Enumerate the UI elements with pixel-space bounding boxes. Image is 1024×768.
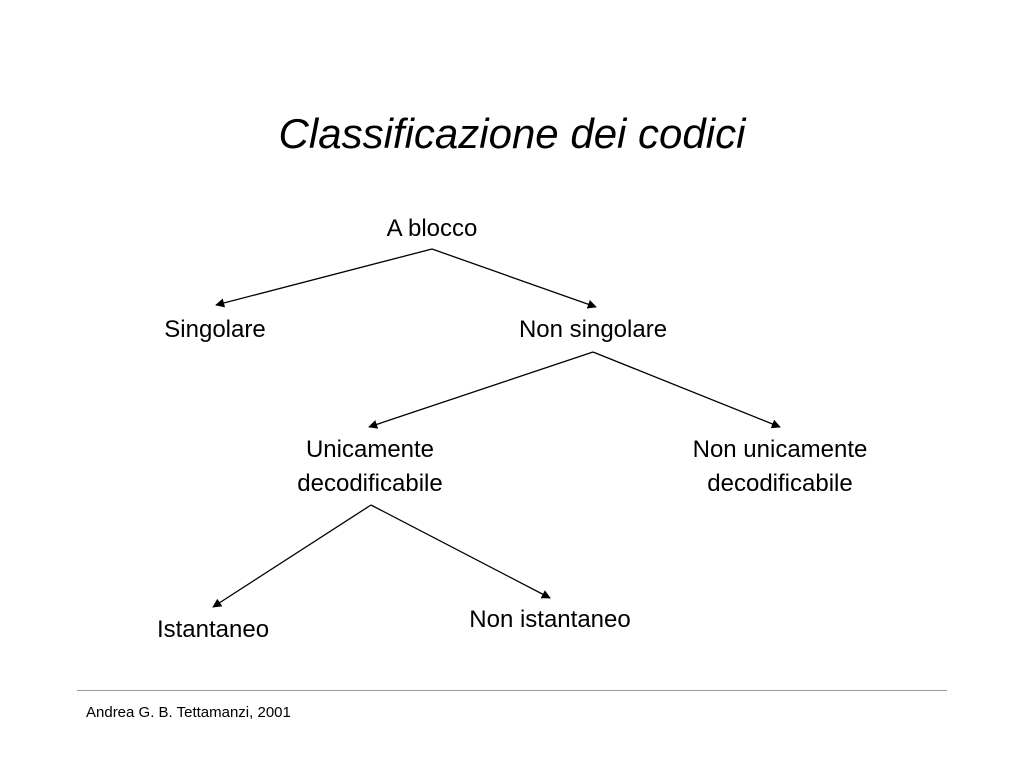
node-unicamente-line2: decodificabile xyxy=(297,470,443,497)
node-non-istantaneo xyxy=(430,603,670,637)
node-non-unicamente-line1: Non unicamente xyxy=(692,436,868,463)
node-singolare-label: Singolare xyxy=(164,316,266,343)
edge-unicamente-to-non-istantaneo xyxy=(371,505,550,598)
node-unicamente-line1: Unicamente xyxy=(305,436,435,463)
node-singolare xyxy=(120,313,310,347)
edge-non-singolare-to-unicamente xyxy=(369,352,593,427)
footer-divider xyxy=(77,690,947,691)
edge-root-to-singolare xyxy=(216,249,432,305)
node-non-istantaneo-label: Non istantaneo xyxy=(469,606,631,633)
footer-author: Andrea G. B. Tettamanzi, 2001 xyxy=(86,704,291,721)
node-non-unicamente-line2: decodificabile xyxy=(707,470,853,497)
node-istantaneo xyxy=(113,613,313,647)
edge-non-singolare-to-non-unicamente xyxy=(593,352,780,427)
node-unicamente-decodificabile xyxy=(250,433,490,501)
edge-root-to-non-singolare xyxy=(432,249,596,307)
node-non-singolare-label: Non singolare xyxy=(518,316,668,343)
node-non-unicamente-decodificabile xyxy=(650,433,910,501)
slide-title: Classificazione dei codici xyxy=(278,110,746,157)
edge-unicamente-to-istantaneo xyxy=(213,505,371,607)
node-istantaneo-label: Istantaneo xyxy=(156,616,270,643)
node-a-blocco-label: A blocco xyxy=(386,215,478,242)
node-a-blocco xyxy=(340,212,524,246)
node-non-singolare xyxy=(483,313,703,347)
